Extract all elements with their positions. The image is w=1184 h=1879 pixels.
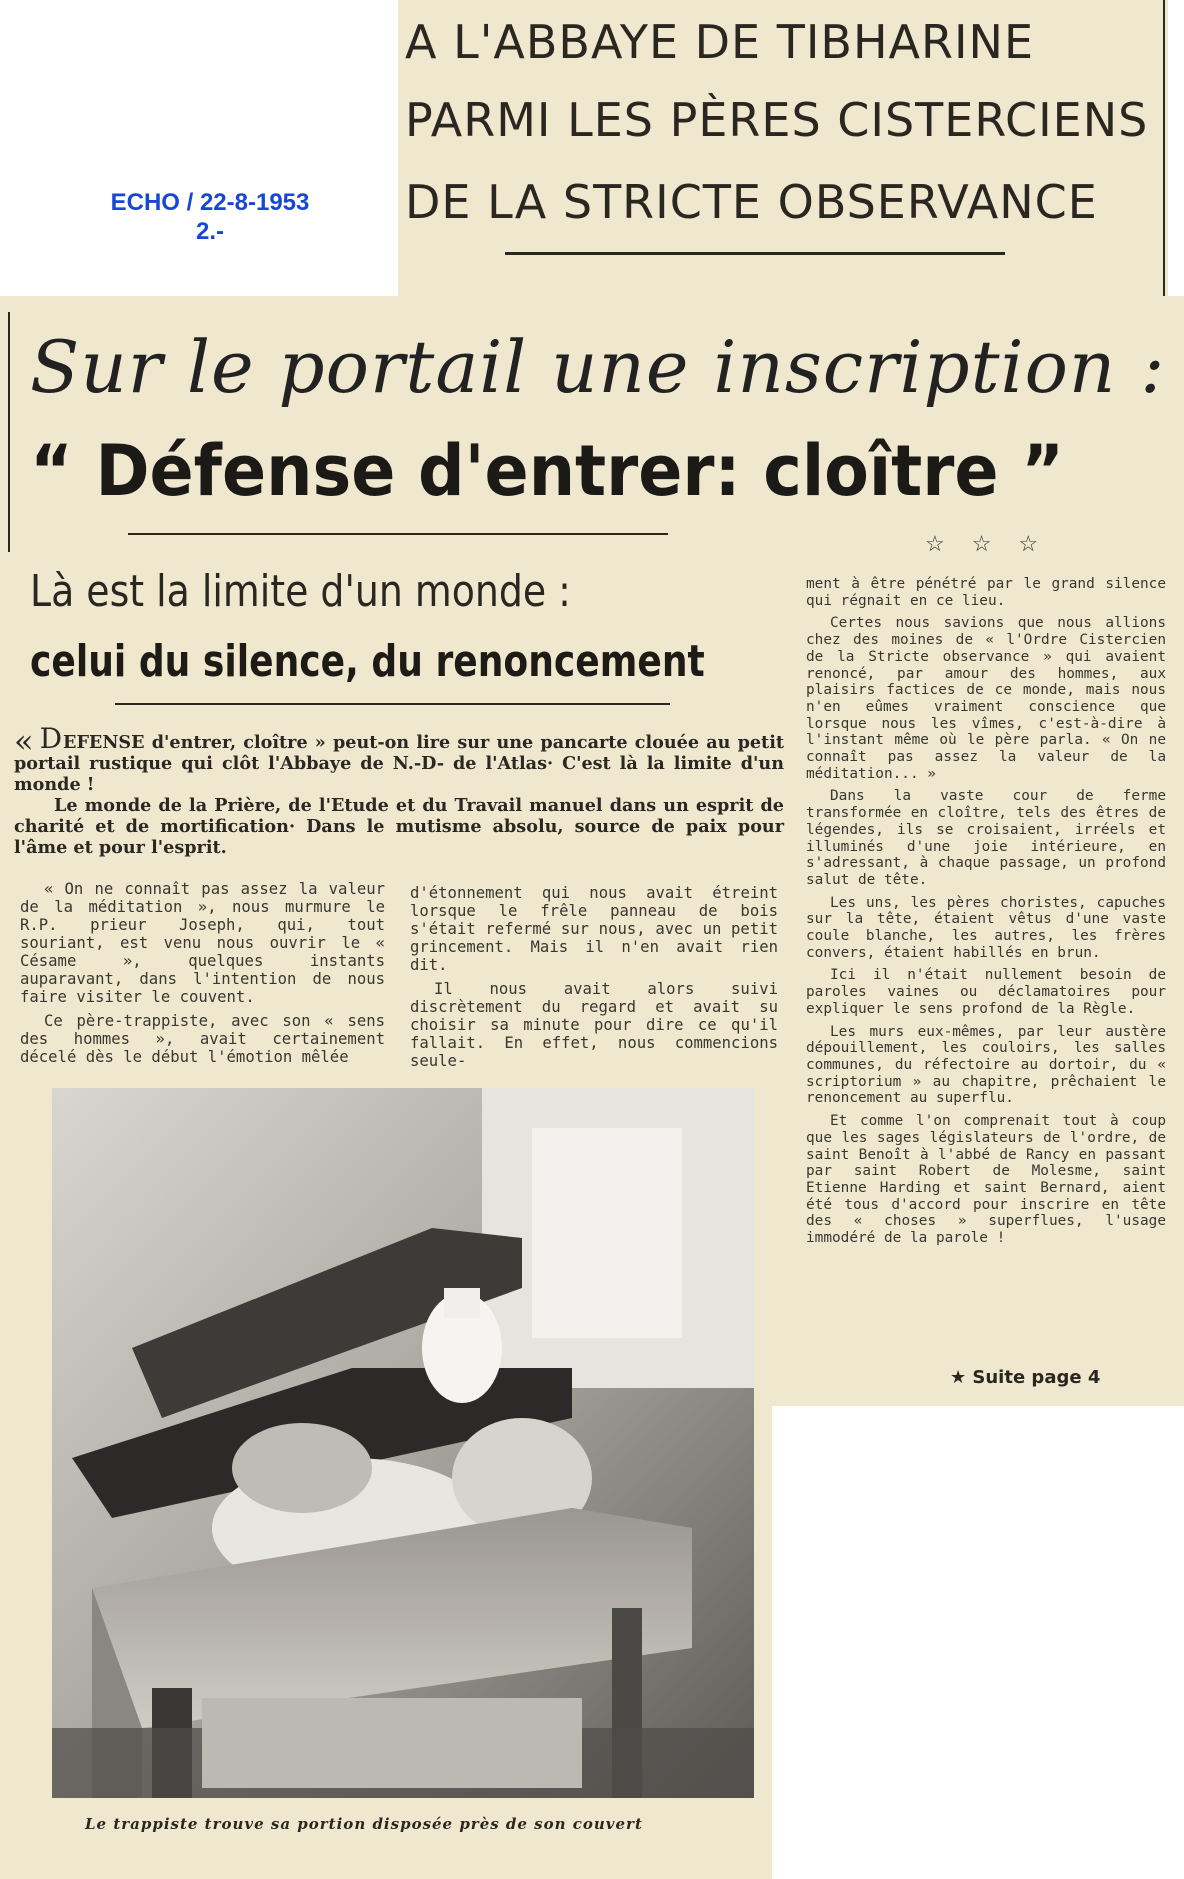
monk-photo	[52, 1088, 754, 1798]
column-1	[20, 880, 385, 1072]
header-side-rule	[1163, 0, 1165, 296]
column-3-p1: Certes nous savions que nous allions chez des moines de « l'Ordre Cistercien de la Stricte observance » qui avaient renoncé, par amour des hommes, aux plaisirs factices de ce monde, mais nous n'en eûmes vraiment conscience que lorsque nous les vîmes, c'est-à-dire à l'instant même où le père parla. « On ne connaît pas assez la valeur de la méditation... »	[806, 615, 1166, 782]
stars-divider: ☆ ☆ ☆	[925, 532, 1049, 557]
subtitle-line1: Là est la limite d'un monde :	[30, 566, 571, 617]
monk-photo-image	[52, 1088, 754, 1798]
article-left-rule	[8, 312, 10, 552]
header-line2: PARMI LES PÈRES CISTERCIENS	[405, 93, 1149, 147]
title-rule	[128, 533, 668, 535]
photo-caption: Le trappiste trouve sa portion disposée près de son couvert	[85, 1815, 643, 1833]
lead-drop-cap: D	[39, 722, 63, 755]
column-3-p5: Les murs eux-mêmes, par leur austère dépouillement, les couloirs, les salles communes, du réfectoire au dortoir, du « scriptorium » au chapitre, prêchaient le renoncement au superflu.	[806, 1023, 1166, 1107]
lead-quote-mark: «	[14, 722, 34, 760]
column-3-p4: Ici il n'était nullement besoin de paroles vaines ou déclamatoires pour expliquer le sens profond de la Règle.	[806, 967, 1166, 1017]
header-line1: A L'ABBAYE DE TIBHARINE	[405, 15, 1035, 69]
column-3-p3: Les uns, les pères choristes, capuches sur la tête, étaient vêtus d'une vaste coule blanche, les autres, les frères convers, étaient habillés en brun.	[806, 894, 1166, 961]
title-line2: “ Défense d'entrer: cloître ”	[30, 430, 1065, 512]
header-rule	[505, 252, 1005, 255]
column-3	[806, 576, 1166, 1253]
column-3-p0: ment à être pénétré par le grand silence qui régnait en ce lieu.	[806, 576, 1166, 609]
subtitle-rule	[115, 703, 670, 705]
column-1-p2: Ce père-trappiste, avec son « sens des hommes », avait certainement décelé dès le début l'émotion mêlée	[20, 1012, 385, 1066]
column-2-p1: d'étonnement qui nous avait étreint lorsque le frêle panneau de bois s'était refermé sur nous, avec un petit grincement. Mais il n'en avait rien dit.	[410, 884, 778, 974]
column-2-p2: Il nous avait alors suivi discrètement du regard et avait su choisir sa minute pour dire ce qu'il fallait. En effet, nous commencions seule-	[410, 980, 778, 1070]
subtitle-line2: celui du silence, du renoncement	[30, 636, 705, 687]
header-line3: DE LA STRICTE OBSERVANCE	[405, 175, 1098, 229]
column-1-p1: « On ne connaît pas assez la valeur de la méditation », nous murmure le R.P. prieur Joseph, qui, tout souriant, est venu nous ouvrir le « Césame », quelques instants auparavant, dans l'intention de nous faire visiter le couvent.	[20, 880, 385, 1006]
title-line1: Sur le portail une inscription :	[30, 325, 1166, 409]
lead-p1-text: EFENSE d'entrer, cloître » peut-on lire sur une pancarte clouée au petit portail rustique qui clôt l'Abbaye de N.-D- de l'Atlas· C'est là la limite d'un monde !	[14, 732, 784, 795]
reference-line2: 2.-	[195, 218, 224, 245]
column-3-p6: Et comme l'on comprenait tout à coup que les sages législateurs de l'ordre, de saint Benoît à l'abbé de Rancy en passant par saint Robert de Molesme, saint Etienne Harding et saint Bernard, aient été tous d'accord pour inscrire en tête des « choses » superflues, l'usage immodéré de la parole !	[806, 1113, 1166, 1247]
lead-p1	[14, 722, 784, 795]
continued-note: ★ Suite page 4	[950, 1367, 1101, 1388]
reference-line1: ECHO / 22-8-1953	[110, 189, 310, 216]
column-2	[410, 884, 778, 1076]
column-3-p2: Dans la vaste cour de ferme transformée en cloître, tels des êtres de légendes, ils se croisaient, irréels et illuminés d'une joie intérieure, en s'adressant, à chaque passage, un profond salut de tête.	[806, 788, 1166, 888]
reference-annotation	[60, 188, 360, 246]
lead-p2: Le monde de la Prière, de l'Etude et du Travail manuel dans un esprit de charité et de mortification· Dans le mutisme absolu, source de paix pour l'âme et pour l'esprit.	[14, 795, 784, 858]
lead-paragraph	[14, 722, 784, 858]
